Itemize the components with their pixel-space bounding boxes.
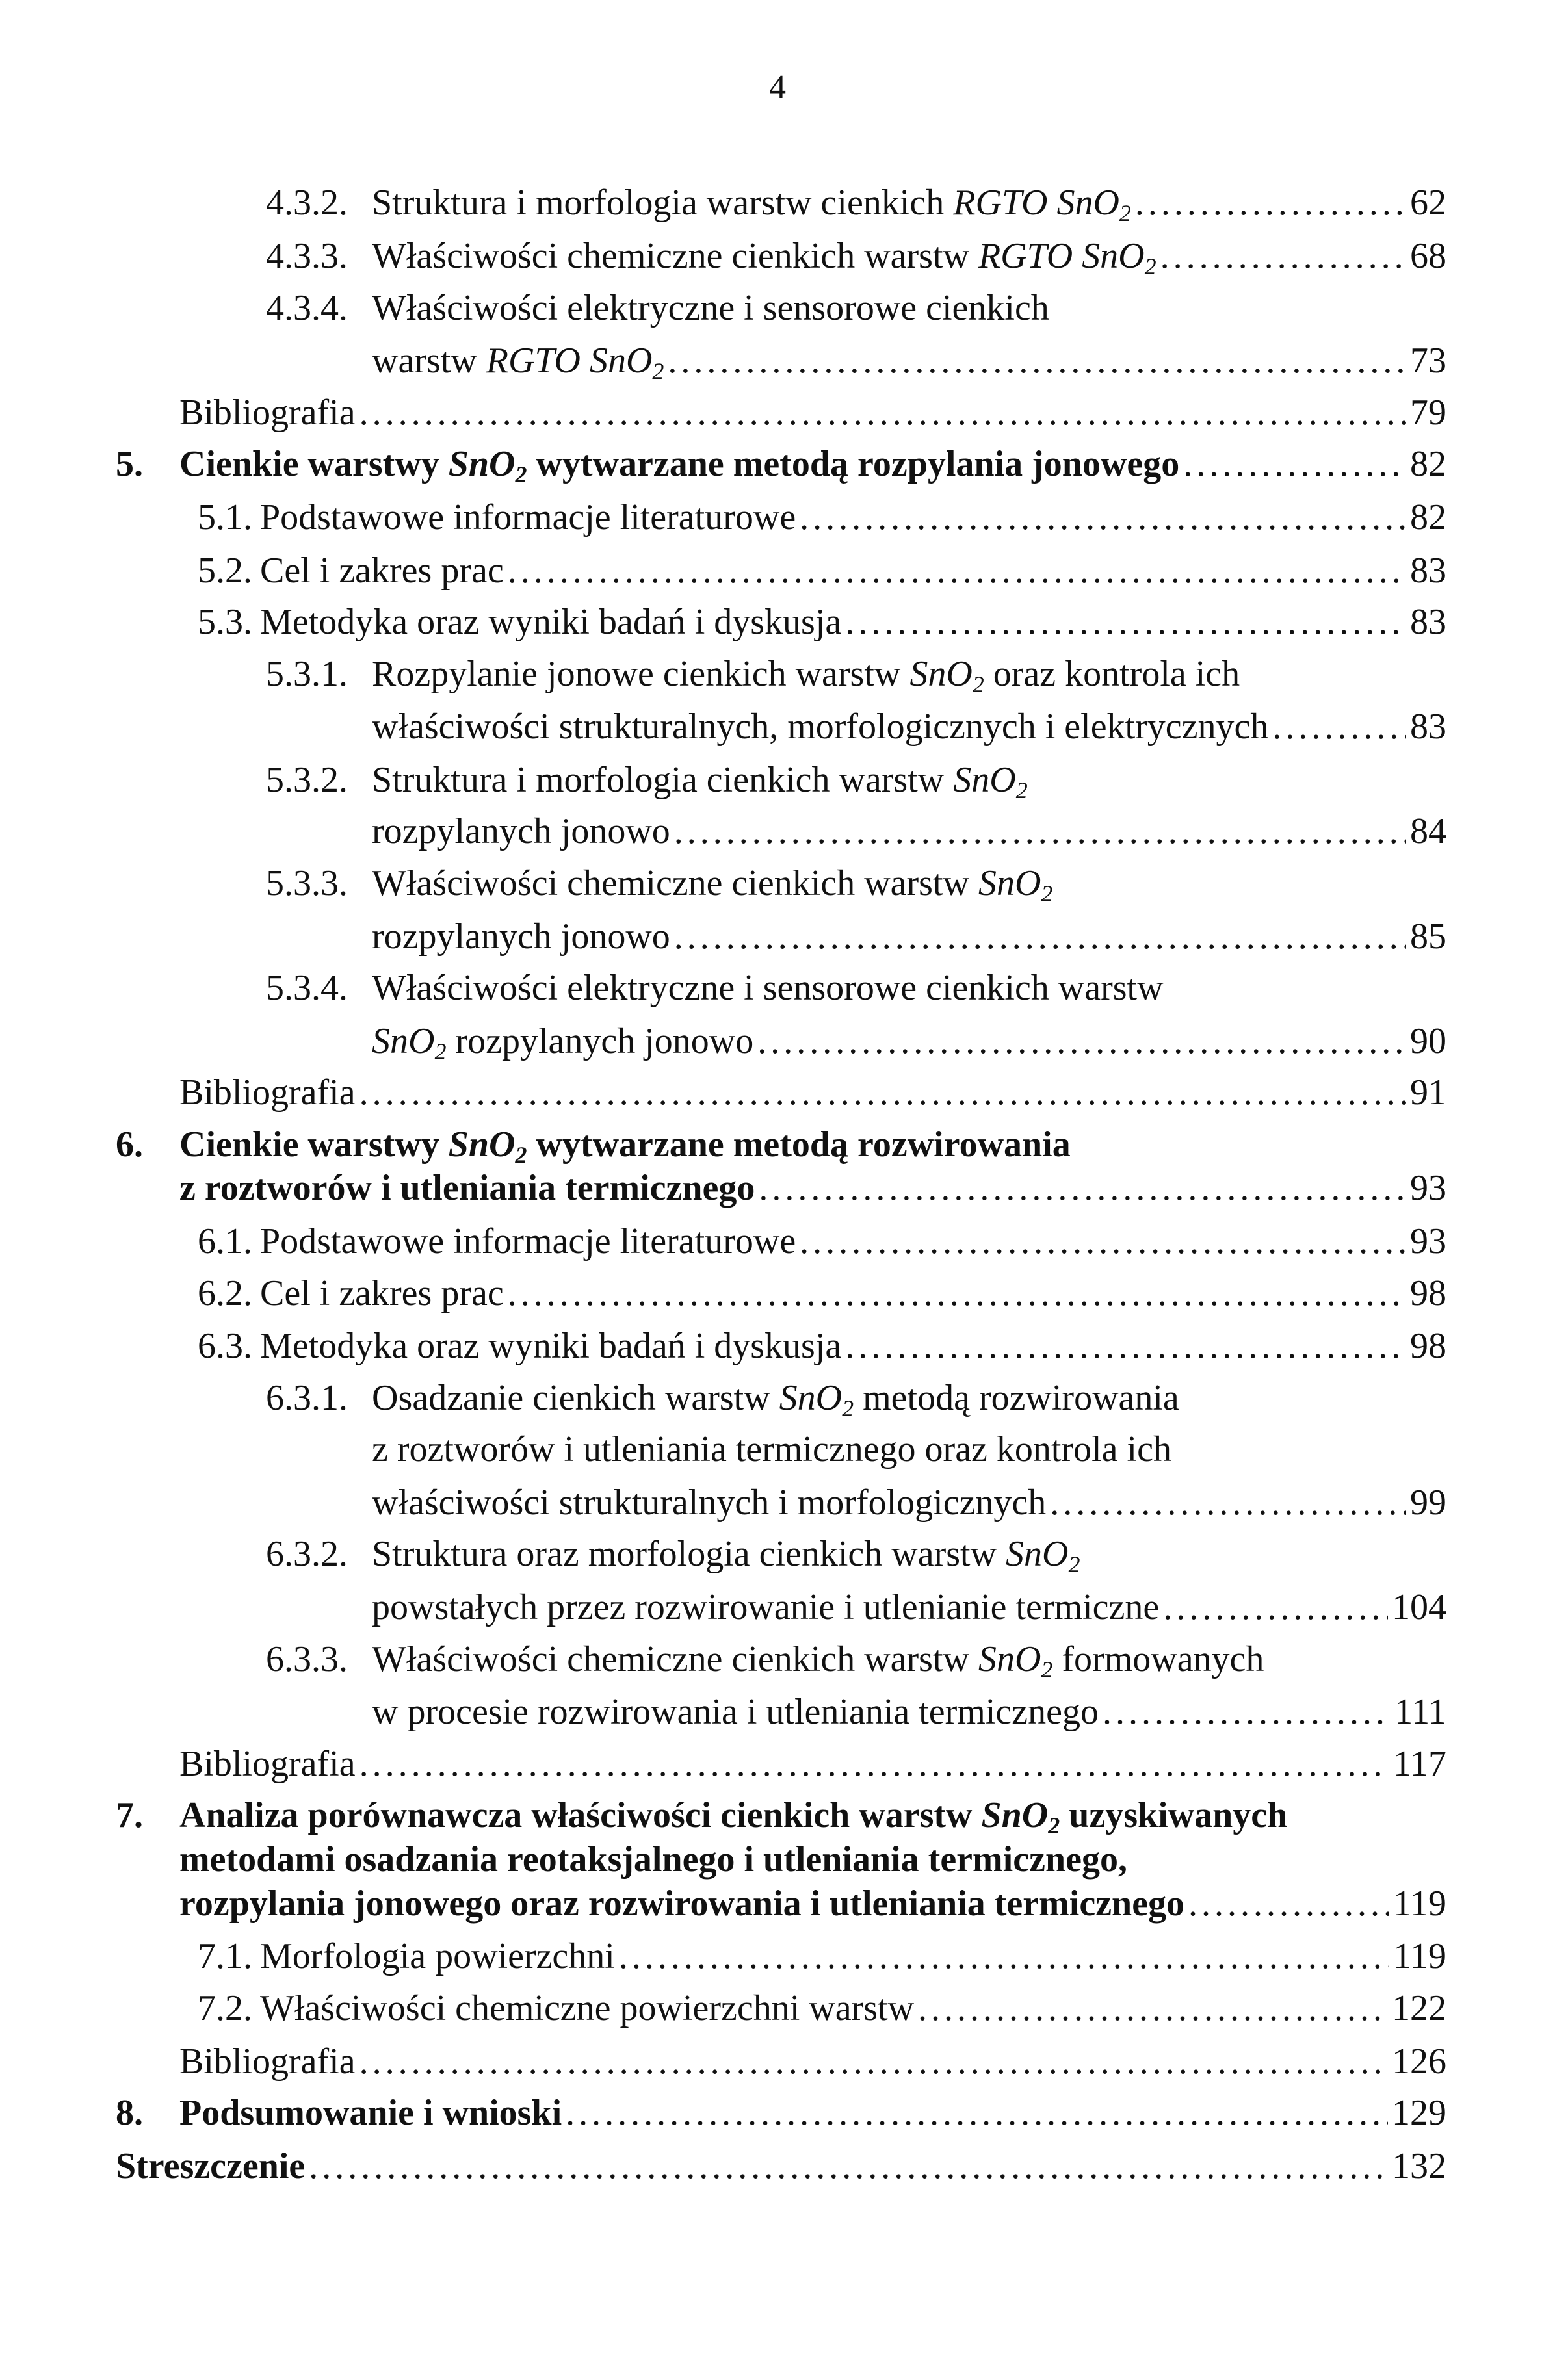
- toc-entry-line: [116, 1792, 1446, 1839]
- toc-entry-line: [198, 599, 1446, 645]
- toc-entry-title: [260, 1323, 841, 1369]
- toc-entry-line: [266, 757, 1446, 804]
- toc-entry-number: 6.1.: [198, 1221, 252, 1262]
- toc-entry-number: 7.: [116, 1795, 143, 1836]
- title-segment: Struktura oraz morfologia cienkich warstw: [372, 1534, 1006, 1575]
- toc-entry-line: [116, 441, 1446, 488]
- title-segment: w procesie rozwirowania i utleniania termicznego: [372, 1692, 1099, 1733]
- toc-entry-line: [179, 1741, 1446, 1787]
- title-segment: Właściwości chemiczne cienkich warstw: [372, 1638, 978, 1679]
- title-segment: SnO: [448, 1124, 516, 1165]
- dot-leader: [359, 390, 1406, 435]
- title-segment: Bibliografia: [179, 1743, 356, 1784]
- title-segment: SnO: [372, 1020, 435, 1061]
- title-segment: powstałych przez rozwirowanie i utlenianie termiczne: [372, 1587, 1160, 1628]
- toc-entry-line: [266, 651, 1446, 697]
- toc-page-number: 93: [1410, 1221, 1446, 1262]
- title-segment: rozpylania jonowego oraz rozwirowania i utleniania termicznego: [179, 1883, 1185, 1924]
- toc-entry-line: [372, 808, 1446, 854]
- title-segment: Właściwości chemiczne cienkich warstw: [372, 236, 978, 277]
- toc-entry-line: [198, 1271, 1446, 1316]
- toc-entry-title: [179, 390, 356, 435]
- dot-leader: [918, 1985, 1388, 2031]
- toc-entry-title: [372, 233, 1156, 289]
- toc-page-number: 117: [1393, 1743, 1446, 1784]
- title-segment: z roztworów i utleniania termicznego: [179, 1168, 755, 1209]
- title-segment: Właściwości chemiczne cienkich warstw: [372, 862, 978, 903]
- toc-entry-line: [198, 548, 1446, 593]
- title-segment: SnO: [953, 760, 1016, 801]
- subscript: 2: [1048, 1813, 1060, 1839]
- title-segment: Podstawowe informacje literaturowe: [260, 497, 796, 537]
- title-segment: metodami osadzania reotaksjalnego i utleniania termicznego,: [179, 1839, 1127, 1880]
- toc-entry-number: 6.3.: [198, 1326, 252, 1367]
- toc-entry-title: [372, 338, 664, 394]
- toc-entry-number: 8.: [116, 2093, 143, 2134]
- toc-entry-line: [179, 390, 1446, 435]
- dot-leader: [1135, 180, 1406, 226]
- toc-entry-title: [372, 757, 1028, 813]
- toc-page-number: 119: [1393, 1936, 1446, 1977]
- title-segment: Podstawowe informacje literaturowe: [260, 1221, 796, 1262]
- dot-leader: [1160, 233, 1406, 279]
- toc-entry-number: 5.: [116, 444, 143, 485]
- toc-entry-number: 7.2.: [198, 1987, 252, 2028]
- toc-page-number: 90: [1410, 1020, 1446, 1061]
- toc-entry-number: 5.3.1.: [266, 653, 348, 694]
- title-segment: Bibliografia: [179, 1072, 356, 1113]
- toc-entry-line: [179, 2039, 1446, 2084]
- title-segment: wytwarzane metodą rozpylania jonowego: [527, 444, 1180, 485]
- toc-entry-title: [372, 808, 670, 854]
- toc-entry-number: 4.3.3.: [266, 236, 348, 277]
- toc-entry-line: [372, 1427, 1446, 1472]
- toc-entry-line: [372, 1480, 1446, 1525]
- title-segment: rozpylanych jonowo: [372, 916, 670, 957]
- dot-leader: [845, 1323, 1406, 1369]
- title-segment: Cienkie warstwy: [179, 444, 449, 485]
- dot-leader: [759, 1165, 1406, 1211]
- title-segment: Bibliografia: [179, 392, 356, 433]
- toc-entry-line: [198, 1219, 1446, 1264]
- dot-leader: [359, 2039, 1388, 2084]
- toc-entry-title: [260, 1219, 796, 1264]
- toc-entry-line: [266, 965, 1446, 1011]
- toc-entry-title: [372, 1689, 1099, 1735]
- toc-entry-title: [179, 1070, 356, 1115]
- toc-entry-number: 7.1.: [198, 1936, 252, 1977]
- toc-entry-line: [266, 1375, 1446, 1421]
- dot-leader: [674, 808, 1406, 854]
- toc-page-number: 119: [1393, 1883, 1446, 1924]
- toc-entry-line: [198, 495, 1446, 540]
- title-segment: właściwości strukturalnych i morfologicznych: [372, 1482, 1047, 1523]
- title-segment: Rozpylanie jonowe cienkich warstw: [372, 653, 910, 694]
- toc-entry-title: [179, 1837, 1127, 1882]
- toc-entry-title: [372, 860, 1052, 916]
- title-segment: Struktura i morfologia cienkich warstw: [372, 760, 954, 801]
- dot-leader: [359, 1070, 1406, 1115]
- subscript: 2: [1144, 253, 1156, 280]
- subscript: 2: [1041, 880, 1053, 907]
- toc-entry-title: [372, 914, 670, 959]
- title-segment: Cel i zakres prac: [260, 1273, 504, 1313]
- toc-page-number: 83: [1410, 602, 1446, 643]
- toc-entry-title: [372, 1531, 1080, 1587]
- toc-entry-number: 5.3.4.: [266, 968, 348, 1009]
- toc-entry-title: [260, 548, 504, 593]
- toc-entry-title: [260, 1934, 615, 1979]
- toc-page-number: 99: [1410, 1482, 1446, 1523]
- dot-leader: [800, 495, 1406, 540]
- toc-entry-title: [179, 2090, 562, 2136]
- subscript: 2: [842, 1395, 854, 1421]
- dot-leader: [508, 548, 1406, 593]
- toc-page-number: 104: [1392, 1587, 1446, 1628]
- toc-page-number: 83: [1410, 550, 1446, 591]
- title-segment: rozpylanych jonowo: [372, 811, 670, 852]
- toc-entry-number: 6.3.1.: [266, 1377, 348, 1418]
- subscript: 2: [972, 671, 984, 697]
- title-segment: oraz kontrola ich: [984, 653, 1240, 694]
- toc-entry-title: [372, 1375, 1179, 1431]
- title-segment: warstw: [372, 341, 486, 382]
- title-segment: Podsumowanie i wnioski: [179, 2093, 562, 2134]
- toc-entry-line: [372, 704, 1446, 749]
- toc-entry-title: [372, 1018, 753, 1074]
- title-segment: metodą rozwirowania: [854, 1377, 1179, 1418]
- toc-page-number: 84: [1410, 811, 1446, 852]
- toc-entry-title: [372, 1585, 1159, 1630]
- title-segment: SnO: [978, 1638, 1041, 1679]
- dot-leader: [359, 1741, 1389, 1787]
- toc-entry-title: [372, 965, 1164, 1011]
- toc-entry-line: [266, 1636, 1446, 1683]
- toc-entry-title: [179, 1881, 1184, 1926]
- toc-entry-title: [260, 1985, 914, 2031]
- toc-entry-line: [266, 1531, 1446, 1578]
- toc-entry-title: [260, 495, 796, 540]
- toc-entry-line: [179, 1837, 1446, 1882]
- title-segment: RGTO SnO: [486, 341, 653, 382]
- dot-leader: [1188, 1881, 1389, 1926]
- toc-entry-line: [116, 2090, 1446, 2136]
- title-segment: uzyskiwanych: [1060, 1795, 1288, 1836]
- title-segment: SnO: [779, 1377, 843, 1418]
- toc-entry-number: 6.3.2.: [266, 1534, 348, 1575]
- toc-page-number: 91: [1410, 1072, 1446, 1113]
- title-segment: Morfologia powierzchni: [260, 1936, 615, 1977]
- toc-entry-line: [198, 1323, 1446, 1369]
- toc-page-number: 111: [1394, 1692, 1446, 1733]
- toc-entry-title: [372, 704, 1268, 749]
- title-segment: SnO: [978, 862, 1041, 903]
- subscript: 2: [1015, 777, 1028, 804]
- subscript: 2: [652, 358, 664, 385]
- toc-entry-line: [266, 285, 1446, 331]
- title-segment: wytwarzane metodą rozwirowania: [527, 1124, 1071, 1165]
- toc-page-number: 132: [1392, 2145, 1446, 2186]
- toc-page-number: 129: [1392, 2093, 1446, 2134]
- dot-leader: [1050, 1480, 1406, 1525]
- title-segment: właściwości strukturalnych, morfologicznych i elektrycznych: [372, 706, 1269, 747]
- toc-page-number: 62: [1410, 183, 1446, 224]
- toc-entry-number: 4.3.2.: [266, 183, 348, 224]
- toc-entry-line: [179, 1165, 1446, 1211]
- title-segment: Właściwości chemiczne powierzchni warstw: [260, 1987, 915, 2028]
- toc-entry-line: [116, 2143, 1446, 2189]
- toc-entry-title: [260, 599, 841, 645]
- dot-leader: [566, 2090, 1388, 2136]
- title-segment: Cel i zakres prac: [260, 550, 504, 591]
- dot-leader: [508, 1271, 1406, 1316]
- title-segment: z roztworów i utleniania termicznego oraz kontrola ich: [372, 1429, 1171, 1470]
- title-segment: formowanych: [1052, 1638, 1264, 1679]
- toc-entry-line: [372, 1689, 1446, 1735]
- toc-entry-number: 5.3.: [198, 602, 252, 643]
- dot-leader: [1272, 704, 1406, 749]
- page-number: 4: [769, 69, 786, 106]
- subscript: 2: [515, 461, 527, 488]
- title-segment: Właściwości elektryczne i sensorowe cienkich: [372, 287, 1049, 328]
- toc-entry-title: [179, 2039, 356, 2084]
- dot-leader: [674, 914, 1406, 959]
- title-segment: RGTO SnO: [978, 236, 1145, 277]
- toc-page-number: 98: [1410, 1273, 1446, 1313]
- subscript: 2: [434, 1038, 447, 1065]
- toc-entry-number: 4.3.4.: [266, 287, 348, 328]
- dot-leader: [757, 1018, 1406, 1064]
- toc-entry-line: [372, 1585, 1446, 1630]
- toc-page-number: 73: [1410, 341, 1446, 382]
- toc-entry-line: [179, 1070, 1446, 1115]
- toc-page-number: 98: [1410, 1326, 1446, 1367]
- subscript: 2: [1041, 1656, 1053, 1683]
- toc-entry-title: [179, 1165, 755, 1211]
- dot-leader: [1103, 1689, 1391, 1735]
- toc-entry-line: [266, 233, 1446, 280]
- subscript: 2: [1068, 1551, 1080, 1578]
- title-segment: Cienkie warstwy: [179, 1124, 449, 1165]
- toc-entry-number: 6.3.3.: [266, 1638, 348, 1679]
- toc-entry-title: [179, 441, 1179, 497]
- toc-entry-title: [372, 1480, 1046, 1525]
- title-segment: SnO: [448, 444, 516, 485]
- toc-entry-title: [179, 1741, 356, 1787]
- toc-entry-number: 5.2.: [198, 550, 252, 591]
- title-segment: Bibliografia: [179, 2041, 356, 2082]
- title-segment: Analiza porównawcza właściwości cienkich warstw: [179, 1795, 982, 1836]
- toc-entry-line: [372, 1018, 1446, 1064]
- title-segment: SnO: [1006, 1534, 1069, 1575]
- dot-leader: [800, 1219, 1406, 1264]
- toc-entry-number: 5.3.3.: [266, 862, 348, 903]
- toc-entry-number: 6.: [116, 1124, 143, 1165]
- title-segment: Właściwości elektryczne i sensorowe cienkich warstw: [372, 968, 1164, 1009]
- subscript: 2: [1119, 200, 1131, 227]
- toc-entry-line: [198, 1934, 1446, 1979]
- toc-entry-title: [116, 2143, 305, 2189]
- toc-entry-line: [266, 180, 1446, 227]
- toc-entry-number: 5.1.: [198, 497, 252, 537]
- dot-leader: [845, 599, 1406, 645]
- dot-leader: [668, 338, 1406, 383]
- toc-page-number: 79: [1410, 392, 1446, 433]
- title-segment: rozpylanych jonowo: [446, 1020, 754, 1061]
- toc-page-number: 126: [1392, 2041, 1446, 2082]
- toc-entry-number: 6.2.: [198, 1273, 252, 1313]
- title-segment: Metodyka oraz wyniki badań i dyskusja: [260, 602, 842, 643]
- toc-entry-line: [372, 338, 1446, 383]
- toc-entry-line: [116, 1122, 1446, 1168]
- toc-entry-line: [179, 1881, 1446, 1926]
- subscript: 2: [515, 1141, 527, 1168]
- title-segment: Streszczenie: [116, 2145, 306, 2186]
- toc-entry-title: [372, 1427, 1171, 1472]
- toc-entry-title: [372, 651, 1240, 707]
- title-segment: Osadzanie cienkich warstw: [372, 1377, 779, 1418]
- toc-page-number: 93: [1410, 1168, 1446, 1209]
- title-segment: Struktura i morfologia warstw cienkich: [372, 183, 954, 224]
- toc-entry-line: [198, 1985, 1446, 2031]
- dot-leader: [1183, 441, 1406, 487]
- dot-leader: [619, 1934, 1389, 1979]
- toc-page-number: 68: [1410, 236, 1446, 277]
- toc-entry-title: [372, 285, 1049, 331]
- toc-page-number: 122: [1392, 1987, 1446, 2028]
- toc-page-number: 82: [1410, 444, 1446, 485]
- title-segment: RGTO SnO: [953, 183, 1119, 224]
- toc-entry-title: [372, 1636, 1264, 1692]
- toc-entry-number: 5.3.2.: [266, 760, 348, 801]
- toc-entry-title: [260, 1271, 504, 1316]
- dot-leader: [309, 2143, 1388, 2189]
- toc-page-number: 85: [1410, 916, 1446, 957]
- toc-page-number: 83: [1410, 706, 1446, 747]
- toc-entry-line: [372, 914, 1446, 959]
- toc-entry-line: [266, 860, 1446, 907]
- toc-entry-title: [372, 180, 1131, 236]
- title-segment: Metodyka oraz wyniki badań i dyskusja: [260, 1326, 842, 1367]
- dot-leader: [1163, 1585, 1388, 1630]
- toc-page-number: 82: [1410, 497, 1446, 537]
- title-segment: SnO: [909, 653, 973, 694]
- title-segment: SnO: [981, 1795, 1049, 1836]
